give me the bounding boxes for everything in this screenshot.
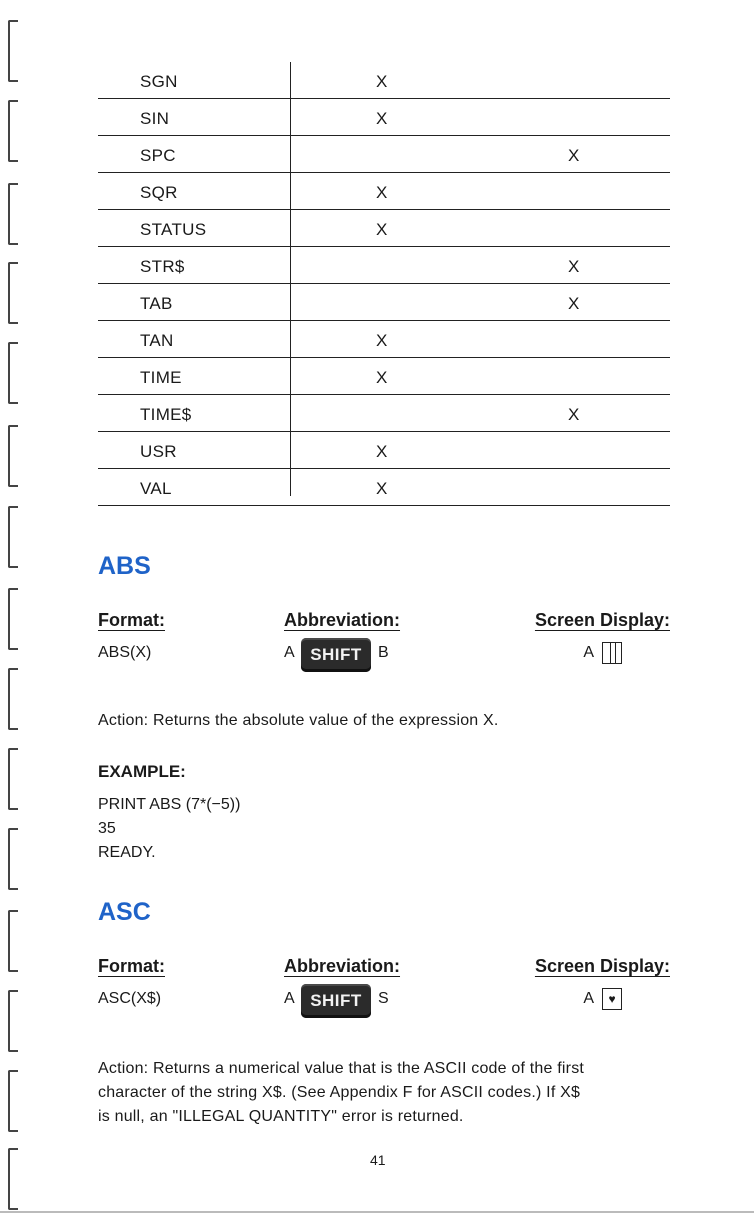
string-mark: X (568, 294, 580, 313)
table-row (98, 395, 670, 432)
binding-ring-icon (8, 342, 18, 404)
vertical-bar-glyph-icon (602, 642, 622, 664)
numeric-mark: X (376, 109, 388, 128)
function-name: SQR (140, 183, 178, 202)
binding-ring-icon (8, 910, 18, 972)
numeric-mark: X (376, 220, 388, 239)
table-row (98, 284, 670, 321)
function-name: SIN (140, 109, 170, 128)
abs-action-text: Action: Returns the absolute value of the expression X. (98, 712, 499, 729)
abs-section (98, 552, 670, 872)
binding-ring-icon (8, 425, 18, 487)
screen-letter: A (583, 644, 594, 661)
string-mark: X (568, 146, 580, 165)
numeric-mark: X (376, 331, 388, 350)
function-name: STR$ (140, 257, 185, 276)
example-line: PRINT ABS (7*(−5)) (98, 796, 241, 813)
page-number: 41 (370, 1152, 386, 1168)
screen-letter: A (583, 990, 594, 1007)
string-mark: X (568, 257, 580, 276)
numeric-mark: X (376, 479, 388, 498)
key-letter: A (284, 990, 295, 1007)
binding-ring-icon (8, 588, 18, 650)
key-letter: S (378, 990, 389, 1007)
example-line: READY. (98, 844, 156, 861)
table-row (98, 173, 670, 210)
heart-glyph-icon: ♥ (602, 988, 622, 1010)
table-row (98, 136, 670, 173)
function-name: SPC (140, 146, 176, 165)
abs-heading: ABS (98, 552, 151, 580)
binding-ring-icon (8, 1070, 18, 1132)
binding-ring-icon (8, 183, 18, 245)
binding-ring-icon (8, 506, 18, 568)
function-name: TAN (140, 331, 174, 350)
table-row (98, 321, 670, 358)
key-letter: B (378, 644, 389, 661)
function-name: TAB (140, 294, 173, 313)
table-row (98, 99, 670, 136)
format-label: Format: (98, 610, 165, 630)
table-row (98, 247, 670, 284)
abbreviation-label: Abbreviation: (284, 956, 401, 976)
table-row (98, 358, 670, 395)
binding-ring-icon (8, 20, 18, 82)
asc-action-line: character of the string X$. (See Appendix F for ASCII codes.) If X$ (98, 1084, 581, 1101)
shift-key-icon: SHIFT (301, 984, 371, 1018)
numeric-mark: X (376, 72, 388, 91)
format-value: ASC(X$) (98, 990, 162, 1007)
table-row (98, 210, 670, 247)
asc-heading: ASC (98, 898, 151, 926)
example-line: 35 (98, 820, 116, 837)
binding-ring-icon (8, 668, 18, 730)
function-name: STATUS (140, 220, 207, 239)
string-mark: X (568, 405, 580, 424)
numeric-mark: X (376, 183, 388, 202)
function-name: TIME (140, 368, 182, 387)
screen-display-label: Screen Display: (534, 956, 670, 976)
screen-display-label: Screen Display: (534, 610, 670, 630)
format-label: Format: (98, 956, 165, 976)
binding-ring-icon (8, 100, 18, 162)
function-name: VAL (140, 479, 172, 498)
table-row (98, 62, 670, 99)
shift-key-icon: SHIFT (301, 638, 371, 672)
binding-ring-icon (8, 748, 18, 810)
page-bottom-edge (0, 1211, 754, 1213)
function-name: SGN (140, 72, 178, 91)
table-row (98, 469, 670, 506)
binding-ring-icon (8, 1148, 18, 1210)
spiral-binding (0, 0, 40, 1215)
format-value: ABS(X) (98, 644, 152, 661)
binding-ring-icon (8, 262, 18, 324)
function-name: TIME$ (140, 405, 192, 424)
abbreviation-label: Abbreviation: (284, 610, 401, 630)
function-table (98, 62, 670, 506)
numeric-mark: X (376, 368, 388, 387)
table-row (98, 432, 670, 469)
example-label: EXAMPLE: (98, 762, 186, 781)
binding-ring-icon (8, 828, 18, 890)
function-name: USR (140, 442, 177, 461)
key-letter: A (284, 644, 295, 661)
binding-ring-icon (8, 990, 18, 1052)
asc-action-line: is null, an "ILLEGAL QUANTITY" error is returned. (98, 1108, 464, 1125)
asc-section (98, 898, 670, 1138)
asc-action-line: Action: Returns a numerical value that is the ASCII code of the first (98, 1060, 585, 1077)
numeric-mark: X (376, 442, 388, 461)
